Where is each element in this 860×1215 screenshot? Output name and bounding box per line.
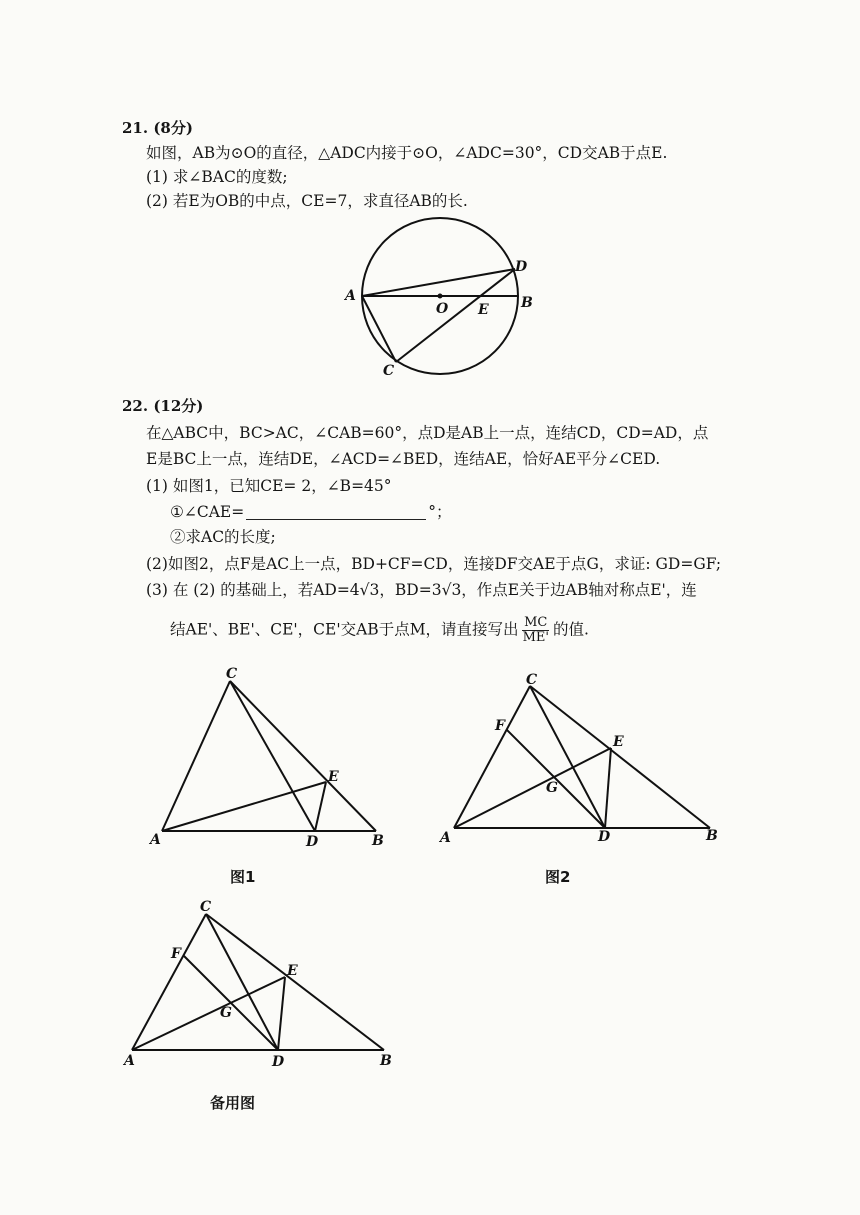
fraction-numerator: MC	[524, 615, 548, 630]
q21-label-o: O	[436, 301, 449, 317]
fraction-denominator: ME'	[522, 630, 549, 645]
q21-header: 21. (8分)	[122, 119, 193, 137]
q22-part1-a-suffix: °；	[428, 503, 452, 521]
segment-fd	[507, 730, 605, 828]
backup-figure	[122, 898, 402, 1070]
fig2-label-f: F	[495, 718, 505, 734]
figure-2	[440, 672, 730, 852]
q21-label-d: D	[515, 259, 528, 275]
q22-part3-line2-prefix: 结AE'、BE'、CE'，CE'交AB于点M，请直接写出	[170, 620, 519, 639]
fig2-label-c: C	[526, 672, 538, 688]
fig2-caption: 图2	[545, 868, 571, 886]
fig1-label-c: C	[226, 666, 238, 682]
q22-part3-line1: (3) 在 (2) 的基础上，若AD=4√3，BD=3√3，作点E关于边AB轴对称点E'，连	[146, 581, 697, 599]
segment-ae	[454, 748, 611, 828]
segment-cb	[206, 914, 384, 1050]
q21-label-b: B	[521, 295, 533, 311]
segment-ac	[454, 686, 530, 828]
segment-ac	[132, 914, 206, 1050]
q21-label-e: E	[478, 302, 489, 318]
figure-1	[150, 665, 390, 855]
segment-ae	[132, 977, 285, 1050]
fig1-caption: 图1	[230, 868, 256, 886]
fig3-label-f: F	[171, 946, 181, 962]
q22-part1-intro: (1) 如图1，已知CE= 2，∠B=45°	[146, 477, 392, 495]
q22-part1-a-prefix: ①∠CAE=	[170, 503, 245, 521]
q22-part1-b: ②求AC的长度;	[170, 528, 276, 546]
segment-cb	[530, 686, 710, 828]
fig3-label-g: G	[220, 1005, 232, 1021]
q22-part2: (2)如图2，点F是AC上一点，BD+CF=CD，连接DF交AE于点G，求证: GD=GF;	[146, 555, 722, 573]
segment-ac	[162, 681, 230, 831]
segment-de	[315, 782, 326, 831]
fig3-caption: 备用图	[210, 1094, 256, 1112]
q21-stem: 如图，AB为⊙O的直径，△ADC内接于⊙O，∠ADC=30°，CD交AB于点E.	[146, 144, 668, 162]
q21-label-a: A	[345, 288, 356, 304]
segment-ad	[362, 269, 515, 296]
q22-part1-a	[170, 502, 452, 522]
q21-label-c: C	[383, 363, 395, 379]
q22-part3-line2-suffix: 的值.	[552, 620, 589, 639]
fig3-label-a: A	[124, 1053, 135, 1069]
q21-part1: (1) 求∠BAC的度数;	[146, 168, 288, 186]
segment-ac	[362, 296, 396, 362]
q22-stem-line1: 在△ABC中，BC>AC，∠CAB=60°，点D是AB上一点，连结CD，CD=AD，点	[146, 424, 709, 442]
segment-cd	[206, 914, 278, 1050]
fig2-label-b: B	[706, 828, 718, 844]
q22-part3-line2	[170, 616, 589, 645]
fig3-label-b: B	[380, 1053, 392, 1069]
fig1-label-d: D	[306, 834, 319, 850]
q22-stem-line2: E是BC上一点，连结DE，∠ACD=∠BED，连结AE，恰好AE平分∠CED.	[146, 450, 661, 468]
fig1-label-e: E	[328, 769, 339, 785]
answer-blank[interactable]	[246, 503, 426, 520]
fig1-label-a: A	[150, 832, 161, 848]
fig3-label-d: D	[272, 1054, 285, 1070]
fig2-label-g: G	[546, 780, 558, 796]
fig1-label-b: B	[372, 833, 384, 849]
fig2-label-d: D	[598, 829, 611, 845]
segment-fd	[184, 956, 278, 1050]
fig3-label-e: E	[287, 963, 298, 979]
q22-header: 22. (12分)	[122, 397, 204, 415]
segment-de	[605, 748, 611, 828]
fig2-label-a: A	[440, 830, 451, 846]
fig2-label-e: E	[613, 734, 624, 750]
q21-circle-figure	[340, 220, 540, 385]
q21-part2: (2) 若E为OB的中点，CE=7，求直径AB的长.	[146, 192, 468, 210]
fig3-label-c: C	[200, 899, 212, 915]
segment-de	[278, 977, 285, 1050]
center-dot	[439, 295, 442, 298]
ratio-fraction	[521, 616, 551, 645]
